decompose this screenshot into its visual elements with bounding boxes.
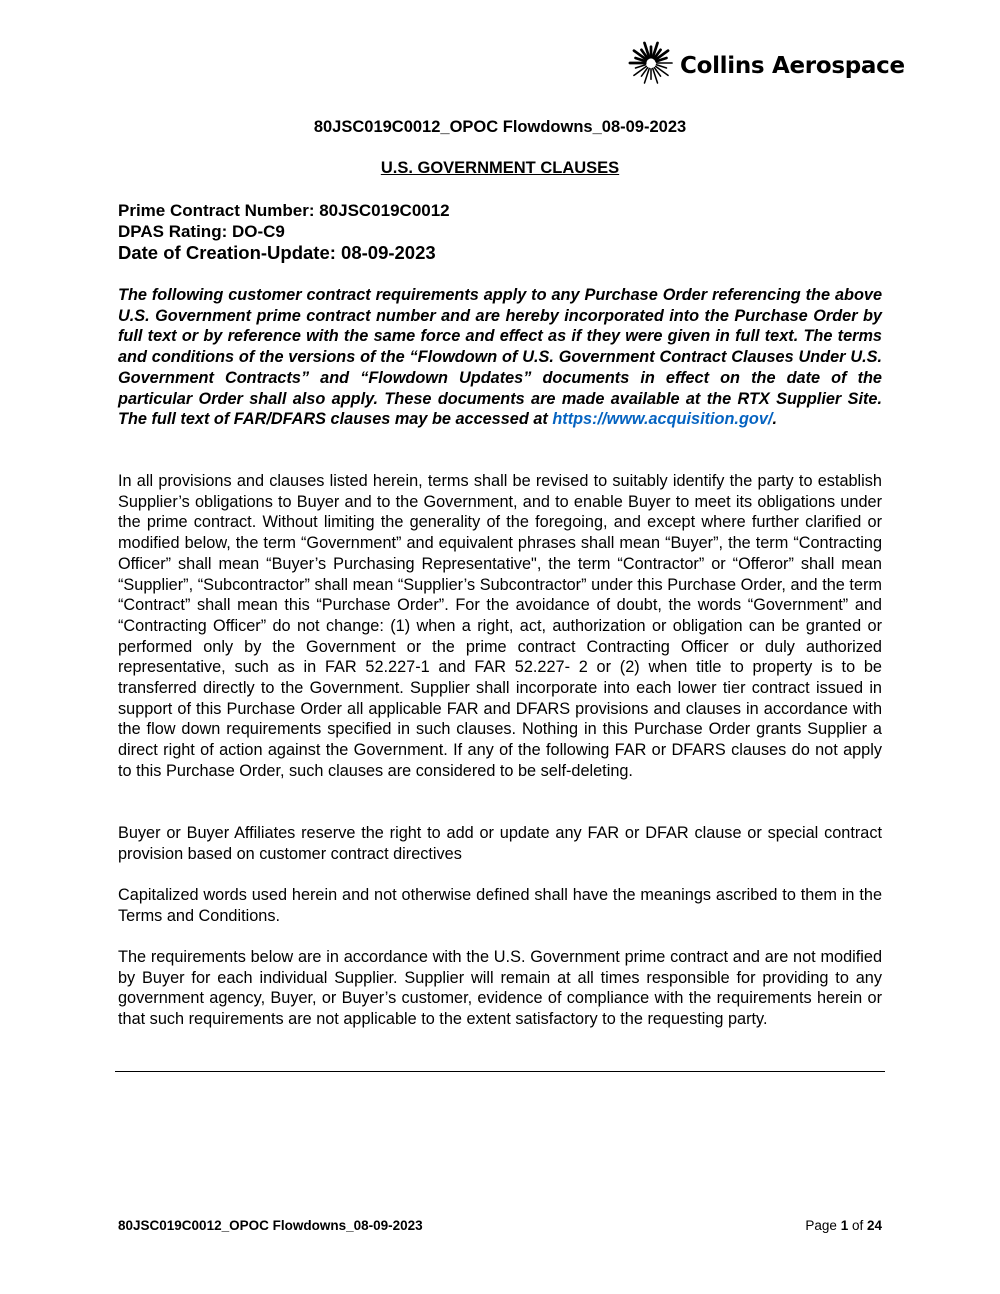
intro-paragraph	[118, 285, 882, 430]
buyer-rights-paragraph: Buyer or Buyer Affiliates reserve the right to add or update any FAR or DFAR clause or special contract provision based on customer contract directives	[118, 824, 882, 863]
page-of-label: of	[848, 1218, 867, 1233]
section-title: U.S. GOVERNMENT CLAUSES	[380, 159, 620, 177]
collins-aerospace-logo	[628, 40, 905, 91]
creation-date: Date of Creation-Update: 08-09-2023	[118, 242, 436, 263]
dpas-rating: DPAS Rating: DO-C9	[118, 222, 285, 241]
collins-aerospace-burst-icon	[628, 40, 674, 91]
contract-meta	[118, 200, 450, 263]
capitalized-words-paragraph: Capitalized words used herein and not otherwise defined shall have the meanings ascribed to them in the Terms and Conditions.	[118, 886, 882, 925]
total-pages: 24	[866, 1218, 882, 1233]
footer-doc-name: 80JSC019C0012_OPOC Flowdowns_08-09-2023	[118, 1218, 423, 1233]
prime-contract-number: Prime Contract Number: 80JSC019C0012	[118, 201, 450, 220]
page-number	[805, 1218, 882, 1233]
document-title: 80JSC019C0012_OPOC Flowdowns_08-09-2023	[313, 118, 687, 136]
logo-text: Collins Aerospace	[680, 52, 905, 79]
terms-paragraph: In all provisions and clauses listed herein, terms shall be revised to suitably identify the party to establish Supplier’s obligations to Buyer and to the Government, and to enable Buyer to meet its obligations under the prime contract. Without limiting the generality of the foregoing, and except where further clarified or modified below, the term “Government” and equivalent phrases shall mean “Buyer”, the term “Contracting Officer” shall mean “Buyer’s Purchasing Representative", the term “Contractor” or “Offeror” shall mean “Supplier”, “Subcontractor” shall mean “Supplier’s Subcontractor” under this Purchase Order, and the term “Contract” shall mean this “Purchase Order”. For the avoidance of doubt, the words “Government” and “Contracting Officer” do not change: (1) when a right, act, authorization or obligation can be granted or performed only by the Government or the prime contract Contracting Officer or duly authorized representative, such as in FAR 52.227-1 and FAR 52.227- 2 or (2) when title to property is to be transferred directly to the Government. Supplier shall incorporate into each lower tier contract issued in support of this Purchase Order all applicable FAR and DFARS provisions and clauses in accordance with the flow down requirements specified in such clauses. Nothing in this Purchase Order grants Supplier a direct right of action against the Government. If any of the following FAR or DFARS clauses do not apply to this Purchase Order, such clauses are considered to be self-deleting.	[118, 472, 882, 780]
acquisition-gov-link[interactable]: https://www.acquisition.gov/	[552, 410, 773, 429]
current-page: 1	[840, 1218, 849, 1233]
horizontal-rule	[115, 1071, 885, 1072]
intro-end: .	[772, 410, 777, 429]
requirements-paragraph: The requirements below are in accordance with the U.S. Government prime contract and are not modified by Buyer for each individual Supplier. Supplier will remain at all times responsible for providing to any government agency, Buyer, or Buyer’s customer, evidence of compliance with the requirements herein or that such requirements are not applicable to the extent satisfactory to the requesting party.	[118, 948, 882, 1029]
intro-text: The following customer contract requirements apply to any Purchase Order referencing the above U.S. Government prime contract number and are hereby incorporated into the Purchase Order by full text or by reference with the same force and effect as if they were given in full text. The terms and conditions of the versions of the “Flowdown of U.S. Government Contract Clauses Under U.S. Government Contracts” and “Flowdown Updates” documents in effect on the date of the particular Order shall also apply. These documents are made available at the RTX Supplier Site. The full text of FAR/DFARS clauses may be accessed at	[118, 286, 882, 429]
page-label: Page	[805, 1218, 841, 1233]
